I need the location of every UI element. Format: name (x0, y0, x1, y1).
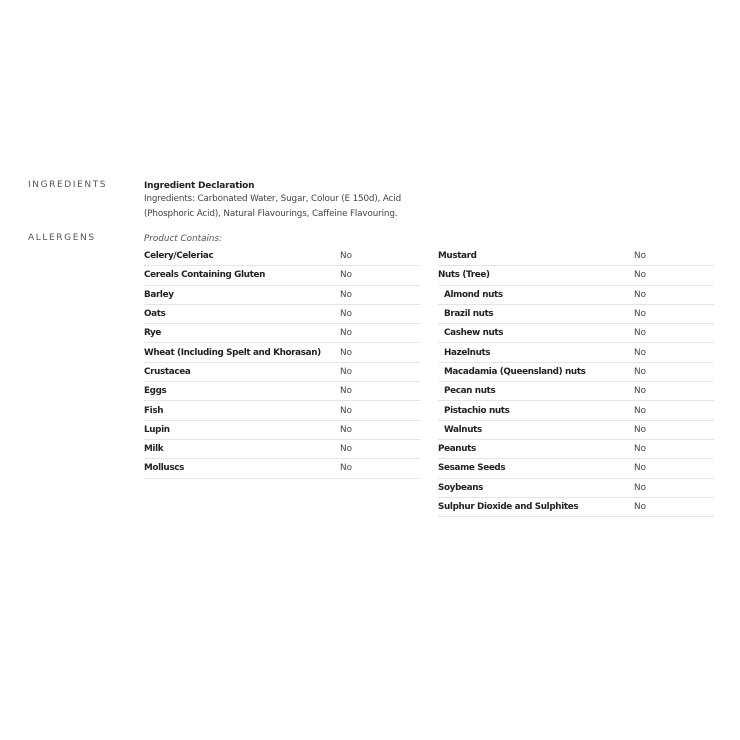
allergen-row (438, 247, 714, 266)
allergens-section-label: ALLERGENS (28, 233, 96, 243)
allergen-row (438, 498, 714, 517)
allergen-name: Sulphur Dioxide and Sulphites (438, 502, 579, 512)
allergen-value: No (634, 347, 646, 358)
allergen-value: No (340, 347, 352, 358)
allergen-name: Pistachio nuts (444, 405, 510, 416)
allergen-row (438, 286, 714, 305)
allergen-name: Nuts (Tree) (438, 270, 490, 281)
allergen-name: Pecan nuts (444, 386, 496, 397)
allergen-name: Milk (144, 444, 164, 455)
allergen-row (144, 266, 420, 285)
allergen-row (438, 382, 714, 401)
allergen-name: Wheat (Including Spelt and Khorasan) (144, 347, 321, 358)
allergen-row (144, 459, 420, 478)
allergen-name: Fish (144, 405, 164, 416)
allergen-name: Hazelnuts (444, 347, 491, 358)
allergen-row (144, 440, 420, 459)
allergen-name: Celery/Celeriac (144, 251, 214, 262)
allergen-value: No (634, 328, 646, 339)
allergen-row (438, 421, 714, 440)
allergen-row (438, 479, 714, 498)
allergen-name: Eggs (144, 386, 167, 397)
allergen-row (144, 305, 420, 324)
allergen-row (438, 401, 714, 420)
allergen-value: No (340, 328, 352, 339)
allergen-row (144, 324, 420, 343)
allergen-row (438, 266, 714, 285)
allergen-name: Crustacea (144, 366, 191, 377)
allergen-value: No (634, 424, 646, 435)
allergen-value: No (634, 386, 646, 397)
allergen-name: Peanuts (438, 444, 476, 455)
allergen-value: No (340, 405, 352, 416)
allergen-row (144, 247, 420, 266)
allergen-row (144, 363, 420, 382)
allergen-value: No (634, 463, 646, 474)
allergen-value: No (340, 444, 352, 455)
allergen-value: No (634, 270, 646, 281)
allergen-value: No (634, 309, 646, 320)
allergen-value: No (340, 251, 352, 262)
product-contains-label: Product Contains: (144, 234, 223, 244)
ingredients-section-label: INGREDIENTS (28, 180, 108, 190)
allergen-name: Sesame Seeds (438, 463, 506, 474)
allergen-value: No (340, 270, 352, 281)
allergen-value: No (634, 366, 646, 377)
allergen-name: Oats (144, 309, 166, 320)
allergen-name: Brazil nuts (444, 309, 494, 320)
allergen-value: No (634, 502, 646, 512)
allergen-name: Rye (144, 328, 162, 339)
allergen-table-left (144, 247, 420, 479)
allergen-value: No (634, 444, 646, 455)
allergen-value: No (634, 289, 646, 300)
allergen-name: Barley (144, 289, 174, 300)
ingredient-declaration-heading: Ingredient Declaration (144, 181, 255, 191)
allergen-row (144, 401, 420, 420)
allergen-value: No (340, 463, 352, 474)
allergen-name: Macadamia (Queensland) nuts (444, 366, 586, 377)
allergen-value: No (340, 386, 352, 397)
allergen-row (438, 343, 714, 362)
ingredients-block (144, 181, 434, 222)
allergen-name: Mustard (438, 251, 477, 262)
allergen-row (438, 363, 714, 382)
allergen-row (144, 343, 420, 362)
allergen-row (438, 324, 714, 343)
ingredients-text: Ingredients: Carbonated Water, Sugar, Colour (E 150d), Acid (Phosphoric Acid), Natural Flavourings, Caffeine Flavouring. (144, 194, 402, 219)
allergen-row (438, 305, 714, 324)
allergen-name: Cereals Containing Gluten (144, 270, 265, 281)
allergen-name: Soybeans (438, 482, 484, 493)
allergen-row (144, 286, 420, 305)
allergen-row (438, 440, 714, 459)
allergen-value: No (340, 366, 352, 377)
allergen-value: No (340, 309, 352, 320)
allergen-value: No (634, 251, 646, 262)
allergen-name: Walnuts (444, 424, 482, 435)
allergen-row (144, 421, 420, 440)
allergen-row (144, 382, 420, 401)
allergen-row (438, 459, 714, 478)
allergen-name: Cashew nuts (444, 328, 504, 339)
allergen-table-right (438, 247, 714, 517)
allergen-name: Lupin (144, 424, 170, 435)
allergen-value: No (634, 482, 646, 493)
allergen-value: No (340, 289, 352, 300)
allergen-value: No (340, 424, 352, 435)
allergen-value: No (634, 405, 646, 416)
allergen-name: Almond nuts (444, 289, 503, 300)
allergen-name: Molluscs (144, 463, 184, 474)
